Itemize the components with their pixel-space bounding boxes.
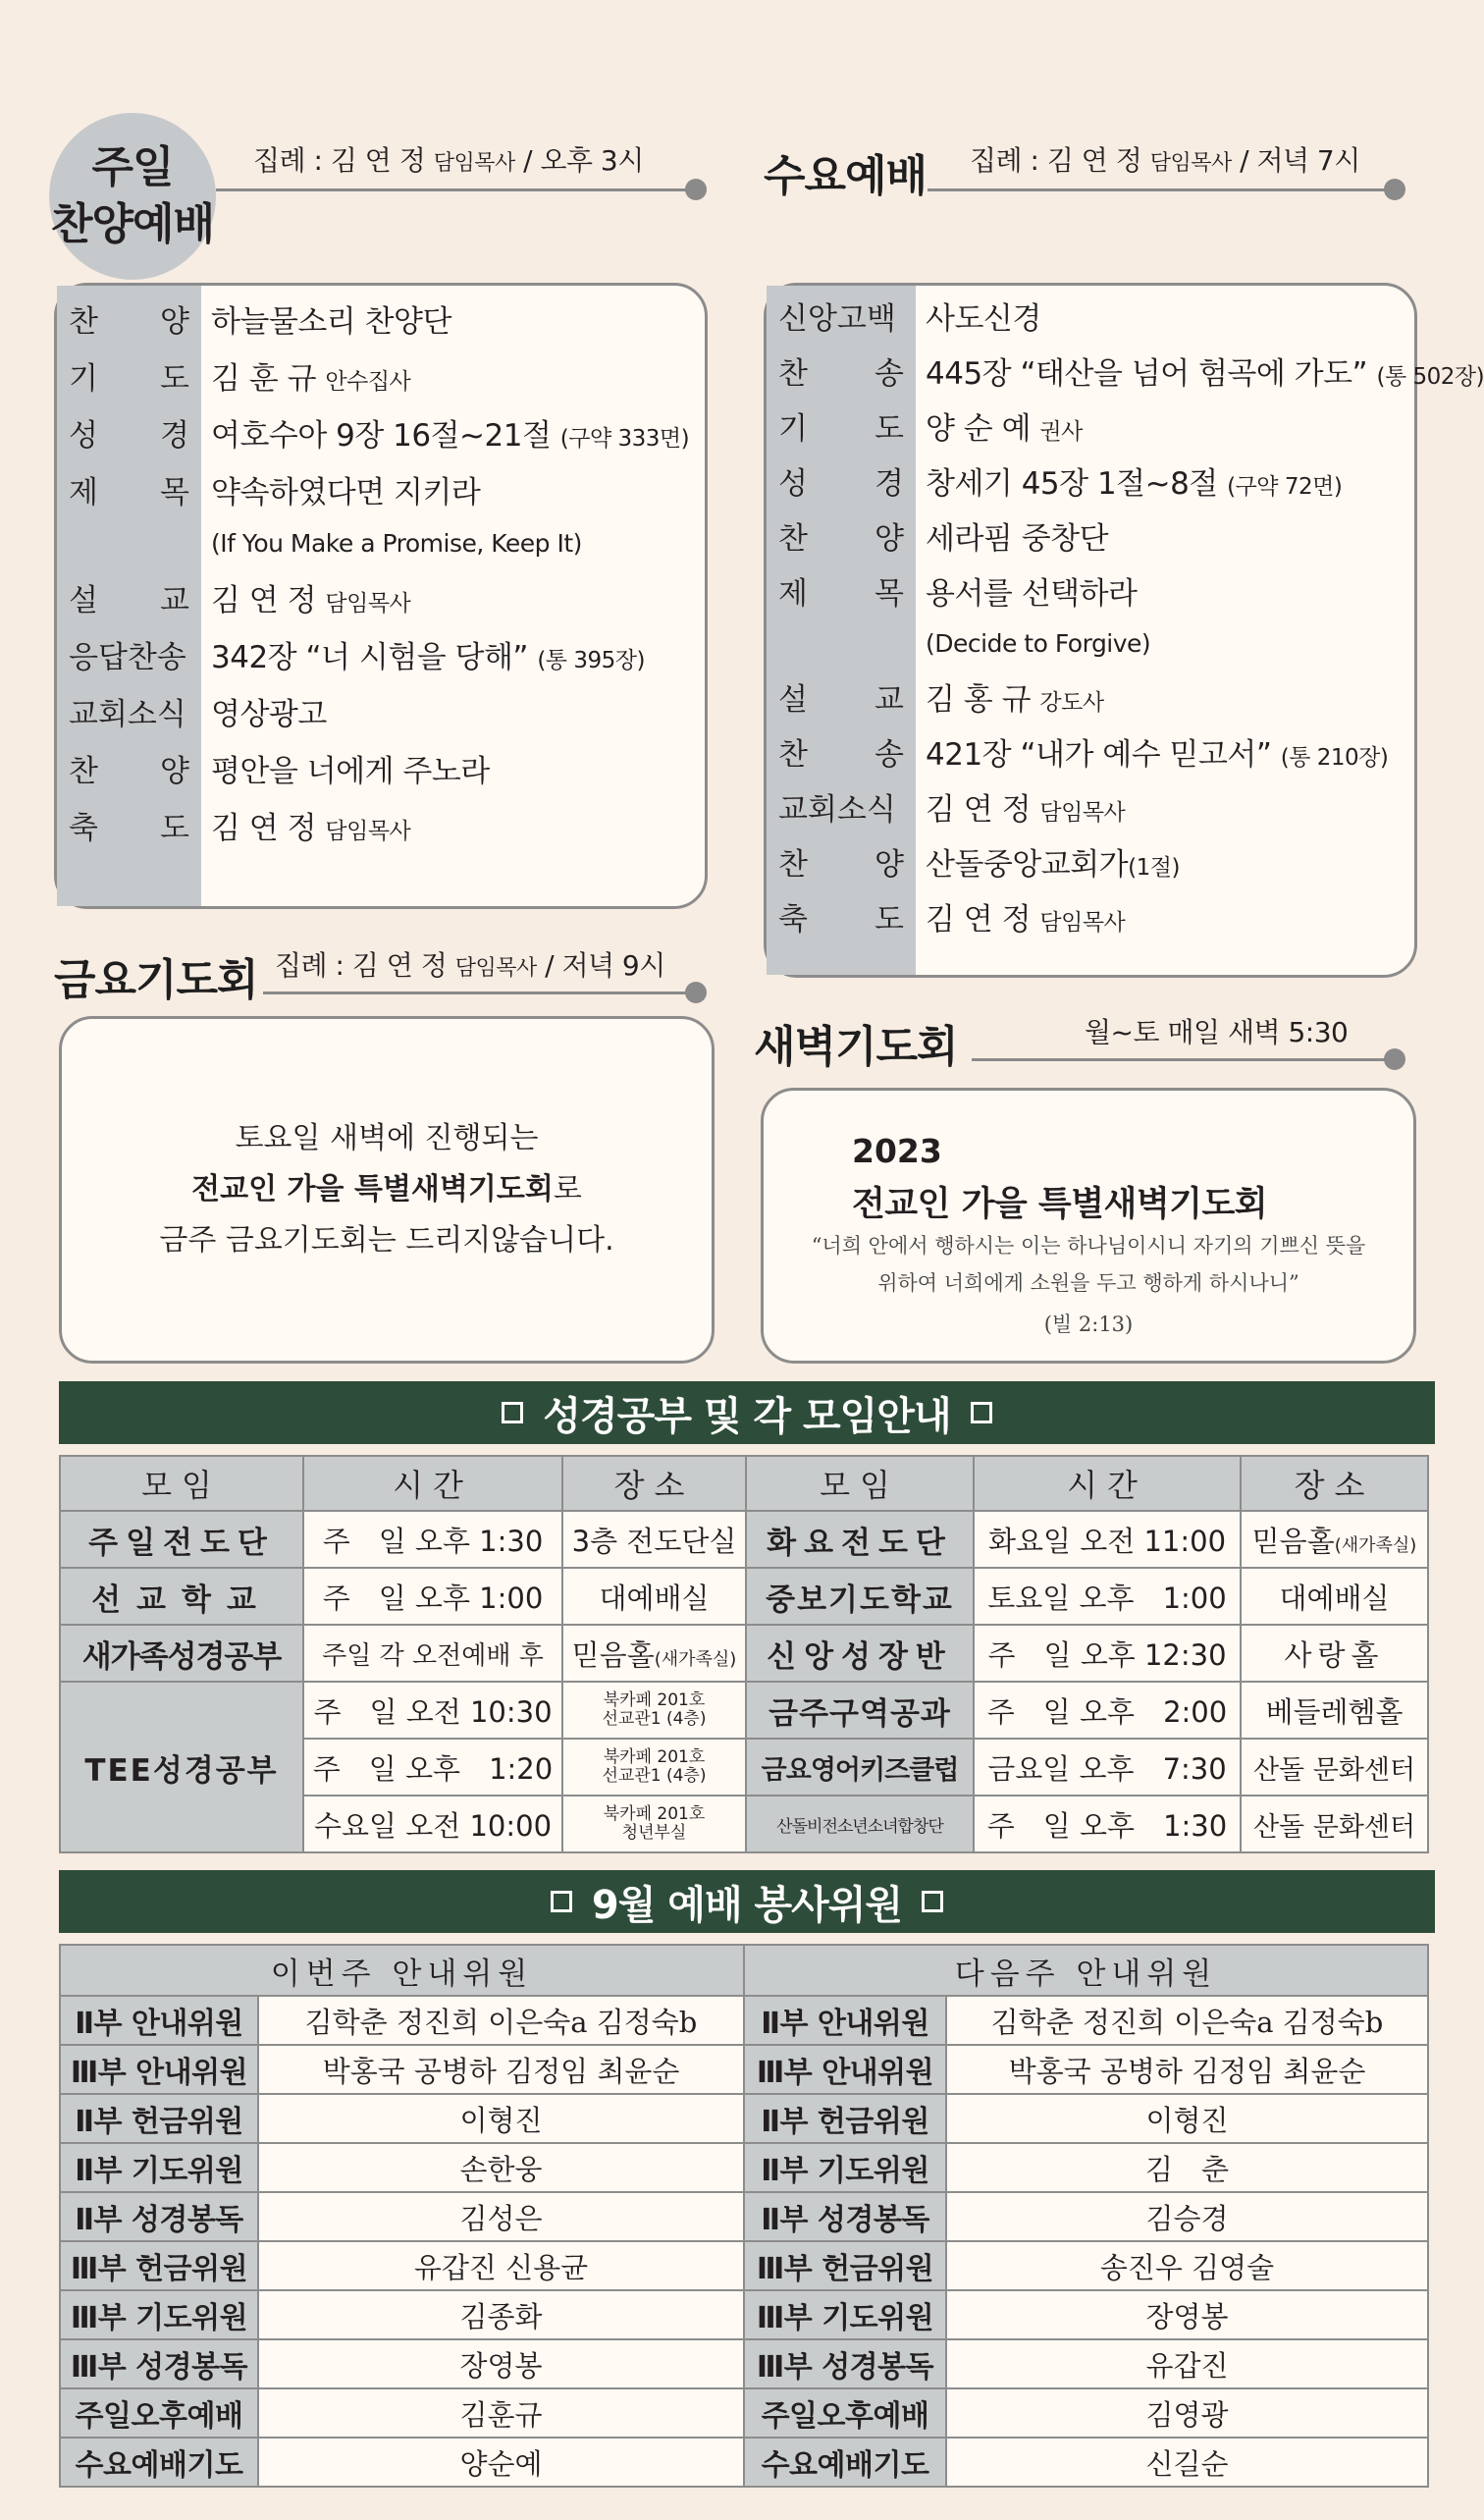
order-value: 342장 “너 시험을 당해” (통 395장)	[211, 639, 645, 675]
header-meeting: 모임	[60, 1456, 303, 1511]
wednesday-officiant: 집례 : 김 연 정 담임목사 / 저녁 7시	[970, 144, 1360, 177]
order-label: 축 도	[69, 810, 189, 846]
volunteer-names: 김학춘 정진희 이은숙a 김정숙b	[946, 1996, 1428, 2045]
friday-header-dot	[685, 982, 707, 1003]
header-place: 장소	[562, 1456, 746, 1511]
volunteer-names: 김종화	[258, 2290, 744, 2339]
sunday-header-dot	[685, 179, 707, 200]
volunteers-header-row	[60, 1945, 1428, 1996]
volunteer-names: 김영광	[946, 2388, 1428, 2438]
meetings-header-row	[60, 1456, 1428, 1511]
square-bullet-icon	[502, 1402, 523, 1423]
wednesday-header-dot	[1384, 179, 1405, 200]
order-row	[767, 400, 1414, 451]
header-this-week: 이번주 안내위원	[60, 1945, 744, 1996]
order-label: 신앙고백	[778, 300, 896, 337]
table-row	[60, 2241, 1428, 2290]
volunteer-role: Ⅱ부 성경봉독	[744, 2192, 946, 2241]
volunteer-role: Ⅲ부 기도위원	[744, 2290, 946, 2339]
meeting-time: 수요일 오전 10:00	[303, 1796, 562, 1852]
header-place: 장소	[1241, 1456, 1428, 1511]
order-row	[57, 405, 705, 458]
volunteer-names: 김승경	[946, 2192, 1428, 2241]
order-row	[57, 627, 705, 680]
volunteer-names: 손한웅	[258, 2143, 744, 2192]
order-value: 평안을 너에게 주노라	[211, 753, 490, 789]
order-row	[57, 741, 705, 794]
volunteer-role: Ⅱ부 안내위원	[60, 1996, 258, 2045]
sunday-title-line1: 주일	[91, 142, 174, 192]
order-row	[57, 570, 705, 623]
wednesday-order-box	[764, 283, 1484, 978]
table-row	[60, 2388, 1428, 2438]
meeting-time: 주 일 오전 10:30	[303, 1682, 562, 1739]
meeting-place: 북카페 201호 선교관1 (4층)	[562, 1682, 746, 1739]
order-value: 김 연 정 담임목사	[211, 810, 411, 846]
dawn-verse-line1: “너희 안에서 행하시는 이는 하나님이시니 자기의 기쁘신 뜻을	[811, 1234, 1366, 1258]
volunteer-role: Ⅲ부 안내위원	[60, 2045, 258, 2094]
meeting-name: 신앙성장반	[746, 1625, 974, 1682]
volunteers-banner: 9월 예배 봉사위원	[59, 1870, 1435, 1933]
friday-title: 금요기도회	[54, 955, 258, 1005]
order-row	[767, 670, 1414, 722]
volunteer-role: 주일오후예배	[744, 2388, 946, 2438]
meeting-place: 사랑홀	[1241, 1625, 1428, 1682]
volunteer-role: 수요예배기도	[60, 2438, 258, 2487]
volunteer-role: Ⅱ부 기도위원	[744, 2143, 946, 2192]
volunteer-names: 김학춘 정진희 이은숙a 김정숙b	[258, 1996, 744, 2045]
dawn-notice-box	[761, 1088, 1416, 1364]
meeting-name: 선교학교	[60, 1568, 303, 1625]
meeting-place: 산돌 문화센터	[1241, 1739, 1428, 1796]
sunday-officiant: 집례 : 김 연 정 담임목사 / 오후 3시	[253, 144, 644, 177]
table-row	[60, 2143, 1428, 2192]
header-next-week: 다음주 안내위원	[744, 1945, 1428, 1996]
meeting-name: 금주구역공과	[746, 1682, 974, 1739]
volunteer-names: 이형진	[946, 2094, 1428, 2143]
volunteer-names: 박홍국 공병하 김정임 최윤순	[946, 2045, 1428, 2094]
order-row	[767, 455, 1414, 506]
volunteer-role: Ⅲ부 안내위원	[744, 2045, 946, 2094]
volunteer-names: 장영봉	[946, 2290, 1428, 2339]
order-value: (If You Make a Promise, Keep It)	[211, 529, 582, 558]
friday-header-line	[263, 992, 695, 994]
order-row	[57, 462, 705, 515]
volunteer-names: 유갑진	[946, 2339, 1428, 2388]
order-row	[767, 780, 1414, 831]
friday-notice-line1: 토요일 새벽에 진행되는	[235, 1121, 539, 1155]
meetings-table	[59, 1455, 1429, 1853]
meeting-name: 금요영어키즈클럽	[746, 1739, 974, 1796]
order-value: 하늘물소리 찬양단	[211, 303, 451, 340]
volunteer-role: Ⅱ부 기도위원	[60, 2143, 258, 2192]
order-label: 교회소식	[69, 696, 186, 732]
dawn-title: 새벽기도회	[754, 1022, 958, 1072]
order-row	[767, 345, 1484, 396]
volunteer-names: 김성은	[258, 2192, 744, 2241]
meeting-name: 새가족성경공부	[60, 1625, 303, 1682]
order-label: 제 목	[69, 474, 189, 510]
order-value: 세라핌 중창단	[926, 520, 1109, 557]
meeting-place: 3층 전도단실	[562, 1511, 746, 1568]
order-label: 설 교	[778, 681, 904, 718]
table-row	[60, 1625, 1428, 1682]
order-label: 찬 양	[778, 846, 904, 883]
dawn-header-line	[972, 1058, 1394, 1061]
order-value: 김 연 정 담임목사	[926, 901, 1126, 938]
volunteer-names: 유갑진 신용균	[258, 2241, 744, 2290]
wednesday-title: 수요예배	[764, 151, 928, 201]
meeting-time: 주일 각 오전예배 후	[303, 1625, 562, 1682]
meeting-time: 주 일 오후 1:00	[303, 1568, 562, 1625]
order-label: 설 교	[69, 582, 189, 618]
meeting-time: 주 일 오후 1:20	[303, 1739, 562, 1796]
order-value: 421장 “내가 예수 믿고서” (통 210장)	[926, 736, 1389, 773]
order-row	[57, 519, 705, 564]
order-value: 445장 “태산을 넘어 험곡에 가도” (통 502장)	[926, 355, 1484, 392]
order-label: 교회소식	[778, 791, 896, 828]
meeting-name: 주일전도단	[60, 1511, 303, 1568]
meeting-name: 중보기도학교	[746, 1568, 974, 1625]
square-bullet-icon	[922, 1891, 943, 1912]
order-value: 김 연 정 담임목사	[926, 791, 1126, 828]
sunday-worship-badge	[49, 113, 216, 280]
order-row	[767, 509, 1414, 561]
dawn-verse-ref: (빌 2:13)	[1043, 1313, 1134, 1336]
dawn-year: 2023	[852, 1132, 942, 1170]
order-row	[767, 890, 1414, 941]
order-label: 찬 양	[69, 303, 189, 340]
order-label: 성 경	[778, 465, 904, 502]
order-value: 여호수아 9장 16절~21절 (구약 333면)	[211, 417, 690, 454]
header-time: 시간	[303, 1456, 562, 1511]
sunday-title-line2: 찬양예배	[50, 199, 214, 249]
order-label: 찬 양	[69, 753, 189, 789]
meeting-time: 주 일 오후 1:30	[974, 1796, 1241, 1852]
wednesday-header-line	[928, 188, 1394, 191]
order-row	[57, 349, 705, 402]
order-row	[767, 619, 1414, 665]
dawn-schedule: 월~토 매일 새벽 5:30	[1085, 1016, 1349, 1048]
order-label: 제 목	[778, 575, 904, 612]
order-row	[57, 684, 705, 737]
volunteer-role: Ⅲ부 헌금위원	[744, 2241, 946, 2290]
volunteer-names: 김 춘	[946, 2143, 1428, 2192]
order-value: (Decide to Forgive)	[926, 629, 1151, 658]
sunday-header-line	[216, 188, 695, 191]
square-bullet-icon	[971, 1402, 992, 1423]
volunteer-names: 양순예	[258, 2438, 744, 2487]
order-value: 김 연 정 담임목사	[211, 582, 411, 618]
order-label: 기 도	[778, 410, 904, 447]
volunteer-role: Ⅲ부 기도위원	[60, 2290, 258, 2339]
meeting-name: 화요전도단	[746, 1511, 974, 1568]
meeting-time: 주 일 오후 1:30	[303, 1511, 562, 1568]
order-value: 김 홍 규 강도사	[926, 681, 1104, 718]
dawn-header-dot	[1384, 1048, 1405, 1070]
volunteer-role: Ⅱ부 헌금위원	[744, 2094, 946, 2143]
volunteer-role: Ⅱ부 안내위원	[744, 1996, 946, 2045]
table-row	[60, 1682, 1428, 1739]
meeting-time: 주 일 오후 2:00	[974, 1682, 1241, 1739]
meeting-time: 금요일 오후 7:30	[974, 1739, 1241, 1796]
volunteer-names: 신길순	[946, 2438, 1428, 2487]
volunteer-role: Ⅲ부 성경봉독	[744, 2339, 946, 2388]
meeting-place: 북카페 201호 청년부실	[562, 1796, 746, 1852]
volunteer-role: Ⅲ부 헌금위원	[60, 2241, 258, 2290]
meeting-place: 산돌 문화센터	[1241, 1796, 1428, 1852]
friday-officiant: 집례 : 김 연 정 담임목사 / 저녁 9시	[275, 949, 665, 982]
table-row	[60, 2045, 1428, 2094]
meeting-place: 대예배실	[562, 1568, 746, 1625]
order-value: 김 훈 규 안수집사	[211, 360, 411, 397]
dawn-verse-line2: 위하여 너희에게 소원을 두고 행하게 하시나니”	[877, 1271, 1299, 1295]
volunteer-role: 수요예배기도	[744, 2438, 946, 2487]
header-meeting: 모임	[746, 1456, 974, 1511]
order-value: 양 순 예 권사	[926, 410, 1083, 447]
order-row	[767, 564, 1414, 616]
volunteer-names: 박홍국 공병하 김정임 최윤순	[258, 2045, 744, 2094]
table-row	[60, 2192, 1428, 2241]
volunteer-names: 송진우 김영술	[946, 2241, 1428, 2290]
table-row	[60, 2438, 1428, 2487]
order-row	[767, 290, 1414, 341]
meeting-name: 산돌비전소년소녀합창단	[746, 1796, 974, 1852]
order-label: 응답찬송	[69, 639, 186, 675]
friday-notice-line3: 금주 금요기도회는 드리지않습니다.	[159, 1223, 614, 1258]
table-row	[60, 2339, 1428, 2388]
order-value: 약속하였다면 지키라	[211, 474, 481, 510]
order-value: 용서를 선택하라	[926, 575, 1138, 612]
order-row	[57, 798, 705, 851]
order-value: 사도신경	[926, 300, 1041, 337]
meeting-place: 믿음홀(새가족실)	[562, 1625, 746, 1682]
volunteer-role: Ⅱ부 헌금위원	[60, 2094, 258, 2143]
volunteer-names: 김훈규	[258, 2388, 744, 2438]
meeting-place: 베들레헴홀	[1241, 1682, 1428, 1739]
friday-notice-line2: 전교인 가을 특별새벽기도회로	[191, 1172, 582, 1206]
meeting-place: 믿음홀(새가족실)	[1241, 1511, 1428, 1568]
order-label: 축 도	[778, 901, 904, 938]
meeting-time: 토요일 오후 1:00	[974, 1568, 1241, 1625]
meeting-time: 화요일 오전 11:00	[974, 1511, 1241, 1568]
volunteer-names: 이형진	[258, 2094, 744, 2143]
order-label: 기 도	[69, 360, 189, 397]
order-row	[57, 292, 705, 345]
order-value: 창세기 45장 1절~8절 (구약 72면)	[926, 465, 1343, 502]
volunteer-role: 주일오후예배	[60, 2388, 258, 2438]
tee-study-label: TEE성경공부	[60, 1682, 303, 1852]
order-row	[767, 725, 1414, 777]
volunteers-table	[59, 1944, 1429, 2488]
table-row	[60, 1568, 1428, 1625]
table-row	[60, 2290, 1428, 2339]
table-row	[60, 1996, 1428, 2045]
order-value: 영상광고	[211, 696, 327, 732]
meeting-place: 대예배실	[1241, 1568, 1428, 1625]
volunteer-role: Ⅲ부 성경봉독	[60, 2339, 258, 2388]
dawn-event: 전교인 가을 특별새벽기도회	[852, 1185, 1268, 1224]
order-label: 찬 양	[778, 520, 904, 557]
volunteer-names: 장영봉	[258, 2339, 744, 2388]
order-label: 찬 송	[778, 736, 904, 773]
table-row	[60, 1511, 1428, 1568]
volunteer-role: Ⅱ부 성경봉독	[60, 2192, 258, 2241]
friday-notice-box	[59, 1016, 715, 1364]
sunday-order-box	[54, 283, 708, 909]
meeting-time: 주 일 오후 12:30	[974, 1625, 1241, 1682]
meetings-banner: 성경공부 및 각 모임안내	[59, 1381, 1435, 1444]
table-row	[60, 2094, 1428, 2143]
header-time: 시간	[974, 1456, 1241, 1511]
square-bullet-icon	[551, 1891, 572, 1912]
order-label: 성 경	[69, 417, 189, 454]
order-label: 찬 송	[778, 355, 904, 392]
meeting-place: 북카페 201호 선교관1 (4층)	[562, 1739, 746, 1796]
order-value: 산돌중앙교회가(1절)	[926, 846, 1180, 883]
order-row	[767, 835, 1414, 886]
